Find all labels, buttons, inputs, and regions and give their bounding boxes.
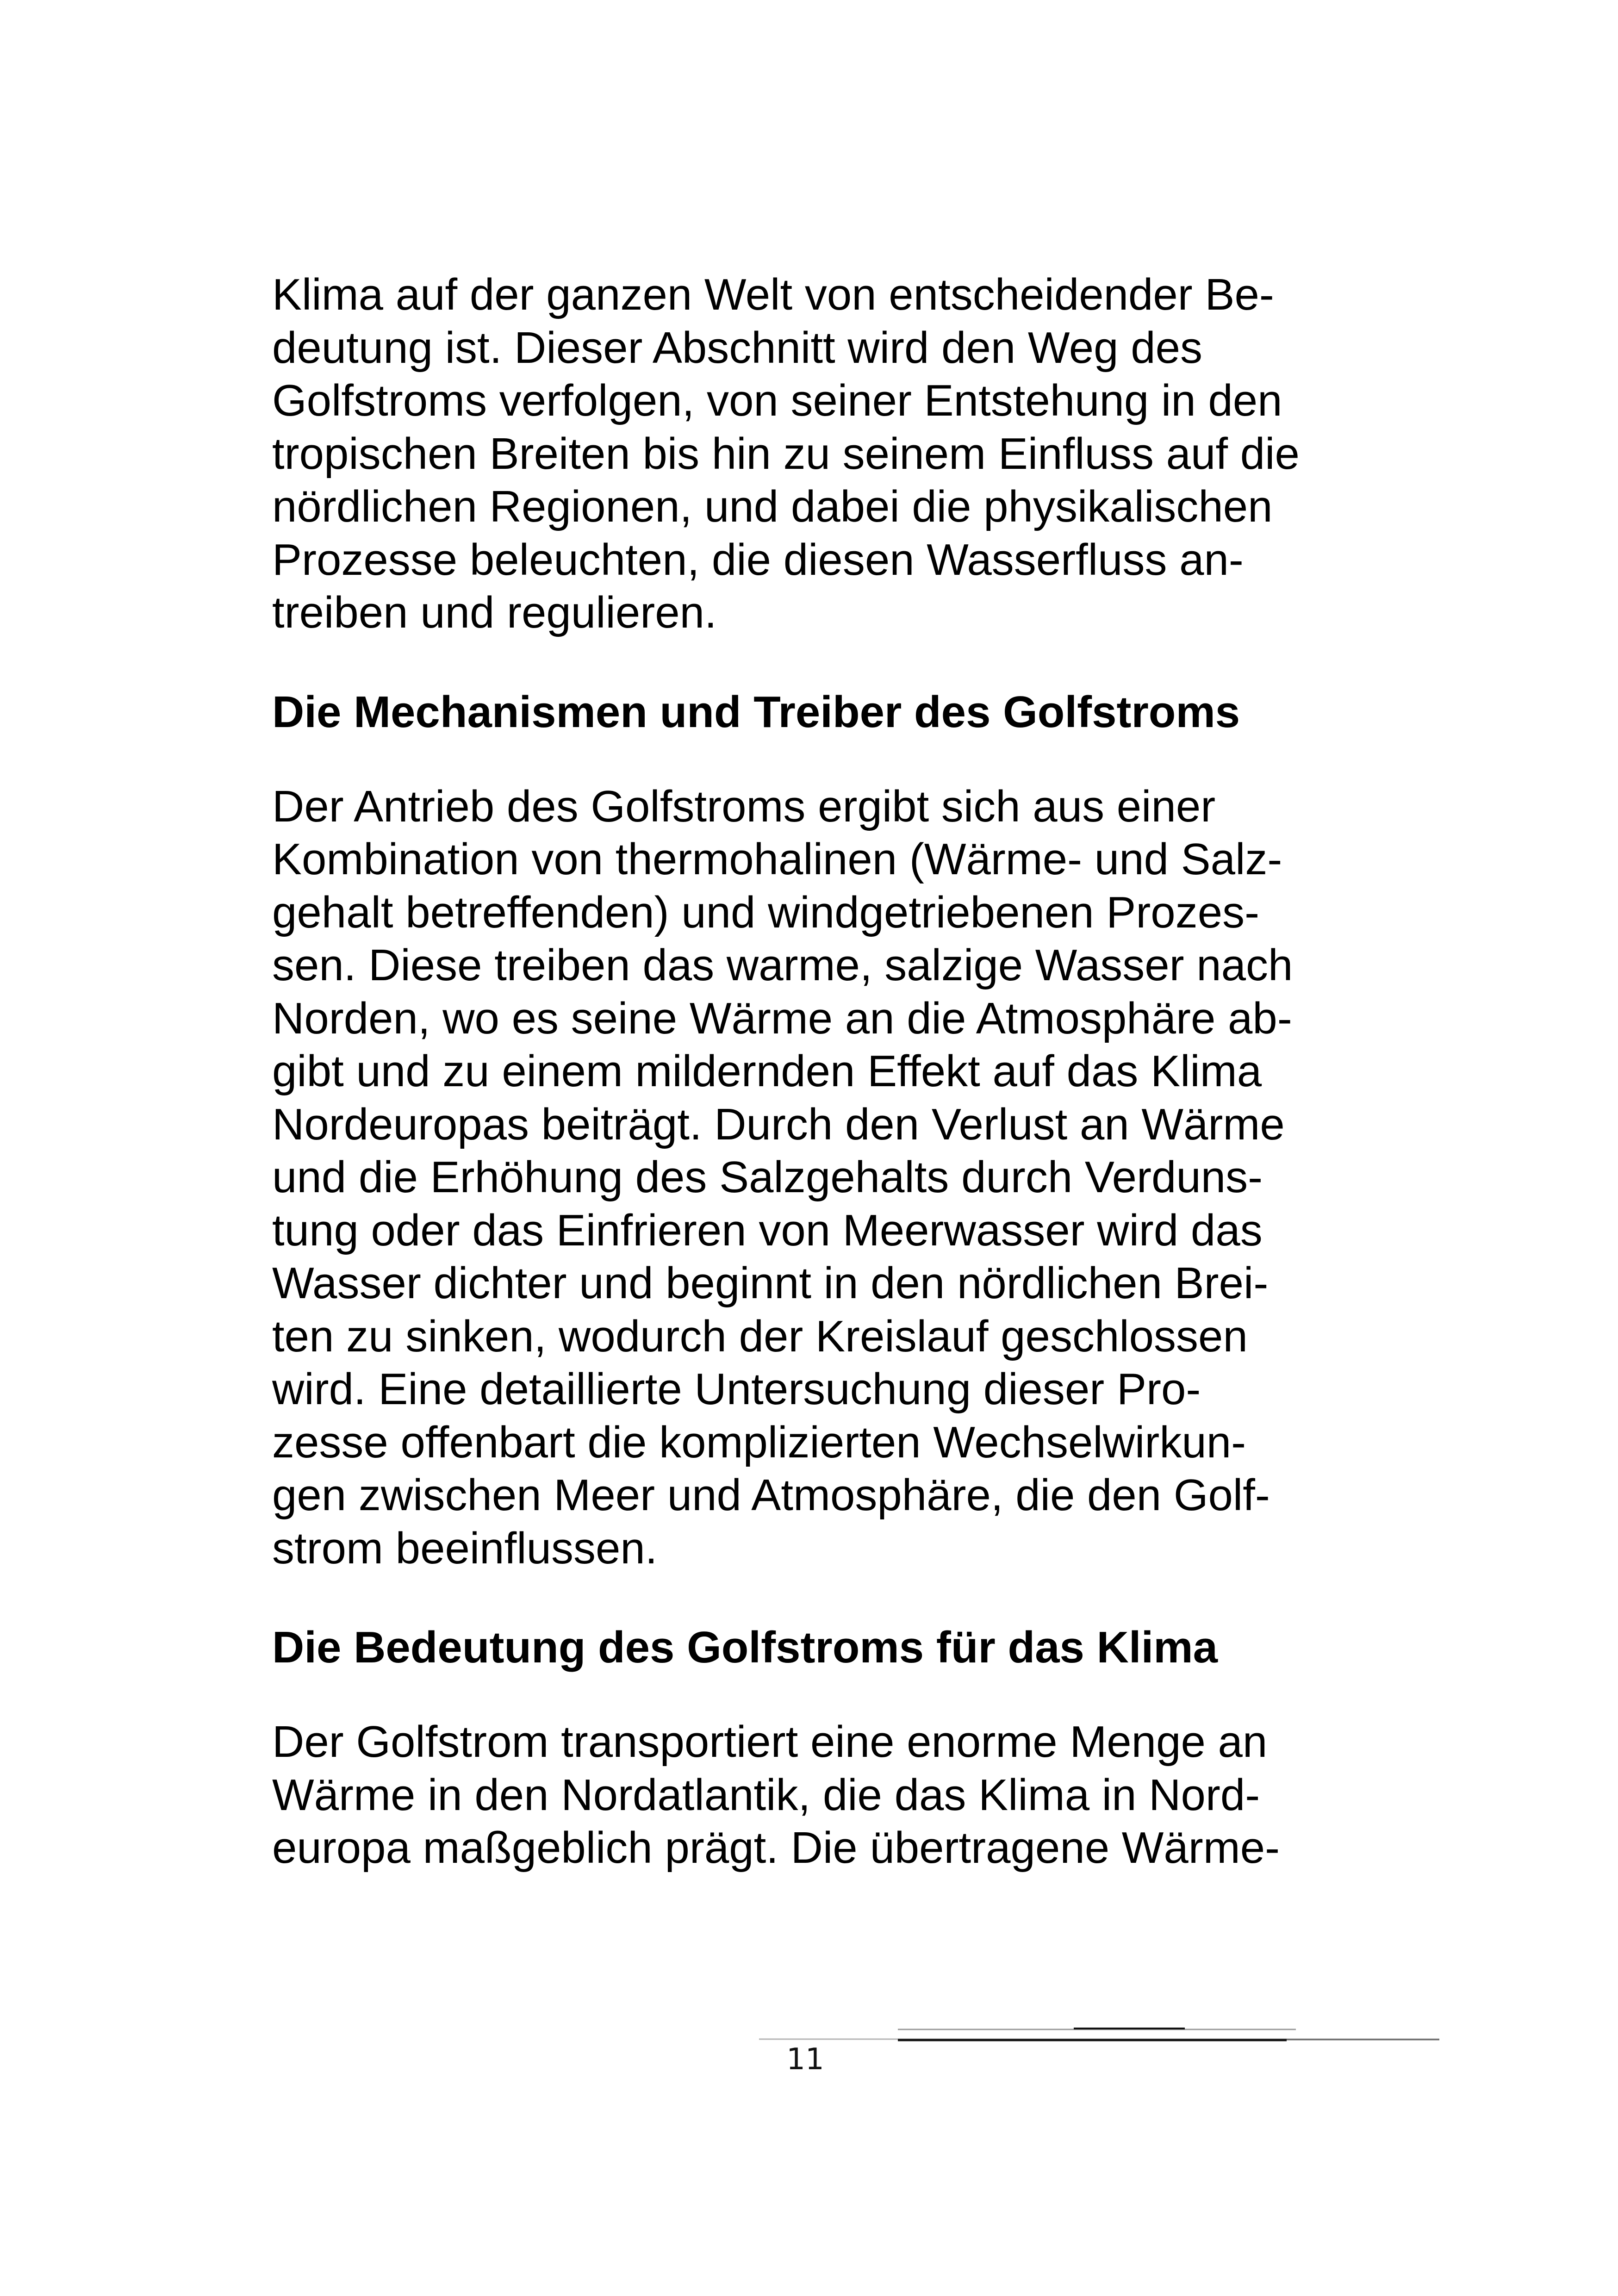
paragraph-line: gen zwischen Meer und Atmosphäre, die den Golf-: [272, 1470, 1270, 1520]
paragraph-line: Kombination von thermohalinen (Wärme- und Salz-: [272, 834, 1282, 884]
paragraph-line: strom beeinflussen.: [272, 1523, 658, 1573]
paragraph-line: Der Antrieb des Golfstroms ergibt sich aus einer: [272, 781, 1216, 831]
paragraph-line: gibt und zu einem mildernden Effekt auf das Klima: [272, 1046, 1262, 1096]
paragraph-line: Prozesse beleuchten, die diesen Wasserfluss an-: [272, 535, 1244, 585]
paragraph-line: europa maßgeblich prägt. Die übertragene Wärme-: [272, 1823, 1280, 1873]
paragraph-line: nördlichen Regionen, und dabei die physikalischen: [272, 482, 1273, 531]
paragraph-line: sen. Diese treiben das warme, salzige Wasser nach: [272, 940, 1293, 990]
paragraph-line: Norden, wo es seine Wärme an die Atmosphäre ab-: [272, 993, 1292, 1043]
paragraph-line: deutung ist. Dieser Abschnitt wird den Weg des: [272, 323, 1202, 373]
paragraph-line: treiben und regulieren.: [272, 588, 717, 637]
paragraph-line: zesse offenbart die komplizierten Wechselwirkun-: [272, 1417, 1246, 1467]
paragraph-line: und die Erhöhung des Salzgehalts durch Verduns-: [272, 1152, 1263, 1202]
paragraph-line: tropischen Breiten bis hin zu seinem Einfluss auf die: [272, 429, 1300, 479]
section-heading-mechanisms: Die Mechanismen und Treiber des Golfstroms: [272, 687, 1240, 737]
section-heading-climate-significance: Die Bedeutung des Golfstroms für das Klima: [272, 1623, 1218, 1672]
paragraph-line: tung oder das Einfrieren von Meerwasser wird das: [272, 1205, 1263, 1255]
paragraph-line: ten zu sinken, wodurch der Kreislauf geschlossen: [272, 1311, 1248, 1361]
paragraph-line: Der Golfstrom transportiert eine enorme Menge an: [272, 1717, 1268, 1767]
paragraph-line: Wasser dichter und beginnt in den nördlichen Brei-: [272, 1258, 1269, 1308]
page-number: 11: [786, 2042, 824, 2077]
paragraph-line: Klima auf der ganzen Welt von entscheidender Be-: [272, 270, 1274, 319]
paragraph-line: Golfstroms verfolgen, von seiner Entstehung in den: [272, 376, 1282, 425]
paragraph-line: gehalt betreffenden) und windgetriebenen Prozes-: [272, 887, 1260, 937]
paragraph-line: Nordeuropas beiträgt. Durch den Verlust an Wärme: [272, 1099, 1285, 1149]
paragraph-line: wird. Eine detaillierte Untersuchung dieser Pro-: [272, 1364, 1201, 1414]
paragraph-line: Wärme in den Nordatlantik, die das Klima in Nord-: [272, 1770, 1260, 1820]
